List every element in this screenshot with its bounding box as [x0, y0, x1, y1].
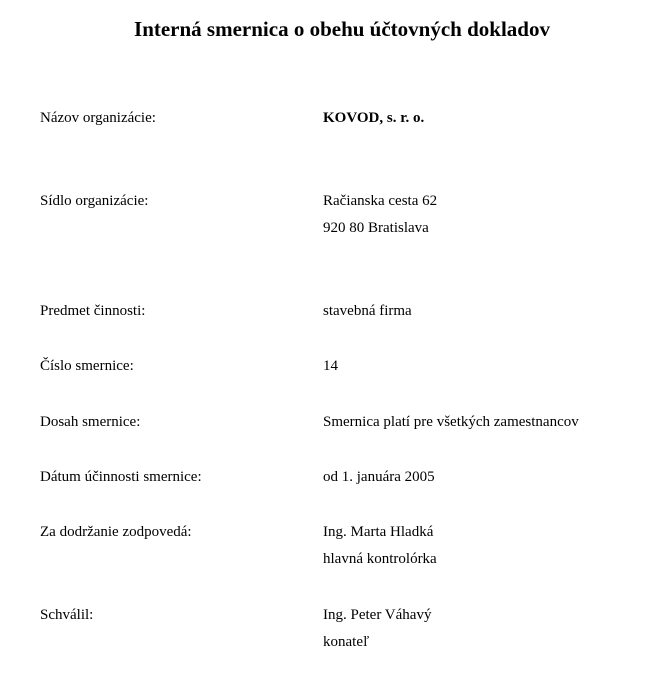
- directive-number-label: Číslo smernice:: [40, 358, 134, 374]
- organization-name-label: Názov organizácie:: [40, 110, 156, 126]
- effective-date-value: od 1. januára 2005: [323, 469, 435, 485]
- responsible-value: [323, 523, 437, 577]
- organization-seat-value: [323, 192, 437, 246]
- organization-seat-street: Račianska cesta 62: [323, 193, 438, 209]
- directive-scope-value: Smernica platí pre všetkých zamestnancov: [323, 414, 579, 430]
- effective-date-label: Dátum účinnosti smernice:: [40, 469, 202, 485]
- directive-scope-label: Dosah smernice:: [40, 414, 141, 430]
- approved-by-name: Ing. Peter Váhavý: [323, 607, 432, 623]
- responsible-label: Za dodržanie zodpovedá:: [40, 524, 192, 540]
- business-subject-value: stavebná firma: [323, 303, 412, 319]
- organization-name-value: KOVOD, s. r. o.: [323, 110, 425, 126]
- organization-seat-city: 920 80 Bratislava: [323, 220, 429, 236]
- responsible-name: Ing. Marta Hladká: [323, 524, 434, 540]
- approved-by-position: konateľ: [323, 634, 370, 650]
- approved-by-value: [323, 606, 431, 660]
- responsible-position: hlavná kontrolórka: [323, 551, 437, 567]
- organization-seat-label: Sídlo organizácie:: [40, 193, 149, 209]
- document-title: Interná smernica o obehu účtovných dokladov: [134, 17, 550, 41]
- business-subject-label: Predmet činnosti:: [40, 303, 146, 319]
- approved-by-label: Schválil:: [40, 607, 94, 623]
- directive-number-value: 14: [323, 358, 338, 374]
